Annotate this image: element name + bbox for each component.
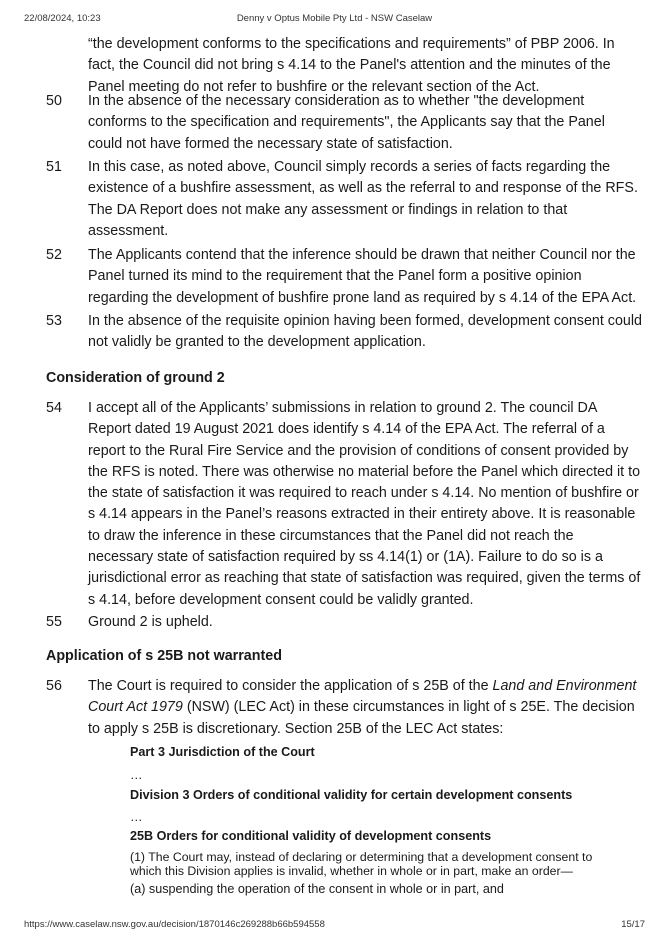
text-line: the RFS is noted. There was otherwise no material before the Panel which directed it to [88,463,641,480]
quote-part-heading: Part 3 Jurisdiction of the Court [130,745,315,759]
text-line: s 4.14, before development consent could be validly granted. [88,591,474,608]
section-heading: Application of s 25B not warranted [46,648,282,664]
paragraph-number: 53 [46,313,62,329]
section-heading: Consideration of ground 2 [46,370,225,386]
text-line: Panel turned its mind to the requirement that the Panel form a positive opinion [88,268,582,285]
text-line: s 4.14 appears in the Panel’s reasons extracted in their entirety above. It is reasonable [88,506,636,523]
text-line: “the development conforms to the specifications and requirements” of PBP 2006. In [88,36,615,52]
quote-division-heading: Division 3 Orders of conditional validity for certain development consents [130,788,573,802]
text-line: Panel meeting do not refer to bushfire or the relevant section of the Act. [88,78,540,95]
text-line: In the absence of the requisite opinion having been formed, development consent could [88,313,642,329]
text-line: fact, the Council did not bring s 4.14 to the Panel's attention and the minutes of the [88,57,611,74]
act-title: Court Act 1979 [88,699,183,716]
text-line: assessment. [88,222,169,239]
text-line: existence of a bushfire assessment, as well as the referral to and response of the RFS. [88,180,638,197]
quote-subsection-1: (1) The Court may, instead of declaring or determining that a development consent to which this Division applies is invalid, whether in whole or in part, make an order— [130,850,593,878]
text-line: In the absence of the necessary consideration as to whether "the development [88,93,585,109]
text-line: Ground 2 is upheld. [88,614,213,630]
text-line: Report dated 19 August 2021 does identify s 4.14 of the EPA Act. The referral of a [88,421,605,438]
text-line [88,676,637,697]
text-line: The DA Report does not make any assessment or findings in relation to that [88,201,568,218]
paragraph-number: 55 [46,614,62,630]
quote-ellipsis: … [130,810,143,824]
text-line: to apply s 25B is discretionary. Section 25B of the LEC Act states: [88,720,504,737]
text-line: regarding the development of bushfire prone land as required by s 4.14 of the EPA Act. [88,289,637,306]
page-number: 15/17 [621,919,645,930]
quote-subsection-1a: (a) suspending the operation of the consent in whole or in part, and [130,882,504,896]
paragraph-number: 54 [46,400,62,416]
paragraph-number: 52 [46,247,62,263]
text-line: In this case, as noted above, Council simply records a series of facts regarding the [88,159,611,175]
text-run: (NSW) (LEC Act) in these circumstances in light of s 25E. The decision [182,699,635,716]
text-line: the state of satisfaction it was required to reach under s 4.14. No mention of bushfire or [88,485,639,502]
paragraph-number: 51 [46,159,62,175]
print-datetime: 22/08/2024, 10:23 [24,13,101,24]
quote-section-heading: 25B Orders for conditional validity of development consents [130,829,492,843]
text-line: I accept all of the Applicants’ submissions in relation to ground 2. The council DA [88,400,598,416]
text-line: could not have formed the necessary state of satisfaction. [88,135,453,152]
text-line: conforms to the specification and requirements", the Applicants say that the Panel [88,114,605,131]
paragraph-number: 50 [46,93,62,109]
legislation-quote [130,745,620,759]
text-line: report to the Rural Fire Service and the provision of conditions of consent provided by [88,442,629,459]
text-line: to draw the inference in these circumstances that the Panel did not reach the [88,527,574,544]
text-line: The Applicants contend that the inference should be drawn that neither Council nor the [88,247,636,263]
text-line: necessary state of satisfaction required by ss 4.14(1) or (1A). Failure to do so is a [88,549,603,566]
print-page-title: Denny v Optus Mobile Pty Ltd - NSW Caselaw [236,13,433,24]
print-url: https://www.caselaw.nsw.gov.au/decision/1870146c269288b66b594558 [24,919,325,930]
text-line: jurisdictional error as reaching that state of satisfaction was required, given the terms of [88,570,641,587]
paragraph-number: 56 [46,678,62,694]
quote-ellipsis: … [130,768,143,782]
text-line: not validly be granted to the development application. [88,334,426,351]
act-title: Land and Environment [492,678,637,694]
text-line [88,697,635,718]
text-run: The Court is required to consider the application of s 25B of the [88,678,493,694]
